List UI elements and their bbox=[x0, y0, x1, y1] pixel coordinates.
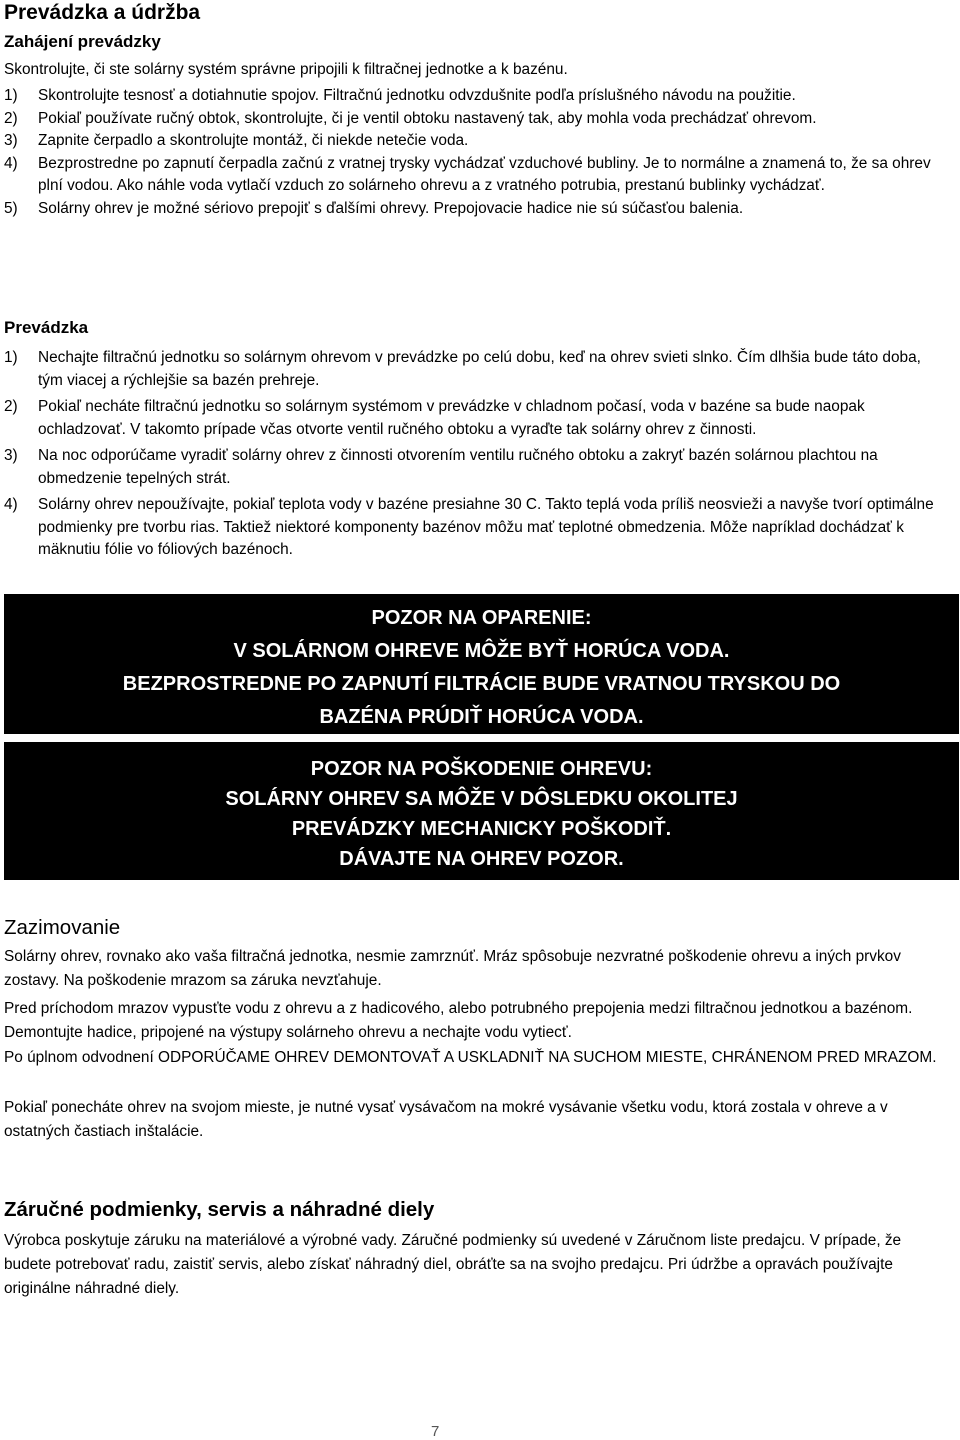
list-text: Bezprostredne po zapnutí čerpadla začnú z vratnej trysky vychádzať vzduchové bubliny. Je to normálne a znamená to, že sa ohrev plní vodou. Ako náhle voda vytlačí vzduch zo solárneho ohrevu a z vratného potrubia, prestanú bublinky vychádzať. bbox=[38, 154, 931, 194]
warning-line: V SOLÁRNOM OHREVE MÔŽE BYŤ HORÚCA VODA. bbox=[233, 640, 730, 662]
list-item bbox=[4, 396, 949, 441]
warranty-paragraph: Výrobca poskytuje záruku na materiálové a výrobné vady. Záručné podmienky sú uvedené v Záručnom liste predajcu. V prípade, že budete potrebovať radu, zaistiť servis, alebo získať náhradný diel, obráťte sa na svojho predajcu. Pri údržbe a opravách používajte originálne náhradné diely. bbox=[4, 1232, 902, 1297]
winter-paragraph: Pokiaľ ponecháte ohrev na svojom mieste, je nutné vysať vysávačom na mokré vysávanie všetku vodu, ktorá zostala v ohreve a v ostatných častiach inštalácie. bbox=[4, 1099, 888, 1140]
winter-heading: Zazimovanie bbox=[4, 916, 121, 939]
burn-warning-box bbox=[4, 594, 959, 734]
list-text: Solárny ohrev je možné sériovo prepojiť s ďalšími ohrevy. Prepojovacie hadice nie sú súčasťou balenia. bbox=[38, 199, 744, 217]
list-number: 2) bbox=[4, 109, 18, 127]
start-list bbox=[4, 85, 949, 220]
list-number: 1) bbox=[4, 87, 18, 104]
list-item bbox=[4, 347, 949, 392]
list-text: Pokiaľ necháte filtračnú jednotku so solárnym systémom v prevádzke v chladnom počasí, voda v bazéne sa bude naopak ochladzovať. V takomto prípade včas otvorte ventil ručného obtoku a vyraďte tak solárny ohrev z činnosti. bbox=[38, 398, 865, 438]
winter-paragraph: Solárny ohrev, rovnako ako vaša filtračná jednotka, nesmie zamrznúť. Mráz spôsobuje nezvratné poškodenie ohrevu a iných prvkov zostavy. Na poškodenie mrazom sa záruka nevzťahuje. bbox=[4, 948, 901, 989]
list-item bbox=[4, 85, 949, 108]
list-number: 5) bbox=[4, 199, 18, 217]
list-text: Solárny ohrev nepoužívajte, pokiaľ teplota vody v bazéne presiahne 30 C. Takto teplá voda príliš neosvieži a navyše tvorí optimálne podmienky pre tvorbu rias. Taktiež niektoré komponenty bazénov môžu mať teplotné obmedzenia. Môže napríklad dochádzať k mäknutiu fólie vo fóliových bazénoch. bbox=[38, 496, 934, 558]
operation-list bbox=[4, 347, 949, 566]
winter-paragraph: Po úplnom odvodnení ODPORÚČAME OHREV DEMONTOVAŤ A USKLADNIŤ NA SUCHOM MIESTE, CHRÁNENOM PRED MRAZOM. bbox=[4, 1049, 937, 1066]
warning-line: PREVÁDZKY MECHANICKY POŠKODIŤ. bbox=[291, 818, 672, 840]
list-text: Pokiaľ používate ručný obtok, skontrolujte, či je ventil obtoku nastavený tak, aby mohla voda prechádzať ohrevom. bbox=[38, 109, 817, 127]
list-number: 3) bbox=[4, 447, 18, 464]
page-number: 7 bbox=[431, 1423, 440, 1440]
list-item bbox=[4, 130, 949, 153]
list-number: 4) bbox=[4, 496, 18, 513]
list-number: 4) bbox=[4, 154, 18, 172]
start-intro: Skontrolujte, či ste solárny systém správne pripojili k filtračnej jednotke a k bazénu. bbox=[4, 61, 568, 78]
warranty-heading: Záručné podmienky, servis a náhradné diely bbox=[4, 1198, 435, 1221]
warning-line: BEZPROSTREDNE PO ZAPNUTÍ FILTRÁCIE BUDE VRATNOU TRYSKOU DO bbox=[122, 673, 841, 695]
warning-line: POZOR NA POŠKODENIE OHREVU: bbox=[310, 758, 653, 780]
warning-line: POZOR NA OPARENIE: bbox=[371, 607, 592, 629]
list-text: Nechajte filtračnú jednotku so solárnym ohrevom v prevádzke po celú dobu, keď na ohrev svieti slnko. Čím dlhšia bude táto doba, tým viacej a rýchlejšie sa bazén prehreje. bbox=[38, 349, 921, 389]
list-number: 2) bbox=[4, 398, 18, 415]
list-item bbox=[4, 445, 949, 490]
list-number: 3) bbox=[4, 132, 18, 149]
list-item bbox=[4, 198, 949, 221]
list-text: Na noc odporúčame vyradiť solárny ohrev z činnosti otvorením ventilu ručného obtoku a zakryť bazén solárnou plachtou na obmedzenie tepelných strát. bbox=[38, 447, 878, 487]
list-number: 1) bbox=[4, 349, 18, 366]
warning-line: SOLÁRNY OHREV SA MÔŽE V DÔSLEDKU OKOLITEJ bbox=[225, 788, 738, 810]
list-text: Skontrolujte tesnosť a dotiahnutie spojov. Filtračnú jednotku odvzdušnite podľa príslušného návodu na použitie. bbox=[38, 87, 796, 104]
warning-line: BAZÉNA PRÚDIŤ HORÚCA VODA. bbox=[319, 706, 644, 728]
damage-warning-box bbox=[4, 742, 959, 880]
list-item bbox=[4, 108, 949, 131]
warning-line: DÁVAJTE NA OHREV POZOR. bbox=[339, 848, 624, 870]
winter-paragraph: Pred príchodom mrazov vypusťte vodu z ohrevu a z hadicového, alebo potrubného prepojenia medzi filtračnou jednotkou a bazénom. Demontujte hadice, pripojené na výstupy solárneho ohrevu a nechajte vodu vytiecť. bbox=[4, 1000, 913, 1041]
list-item bbox=[4, 153, 949, 198]
start-heading: Zahájení prevádzky bbox=[4, 32, 161, 51]
operation-heading: Prevádzka bbox=[4, 318, 89, 337]
list-text: Zapnite čerpadlo a skontrolujte montáž, či niekde netečie voda. bbox=[38, 132, 469, 149]
list-item bbox=[4, 494, 949, 562]
page-title: Prevádzka a údržba bbox=[4, 1, 201, 24]
